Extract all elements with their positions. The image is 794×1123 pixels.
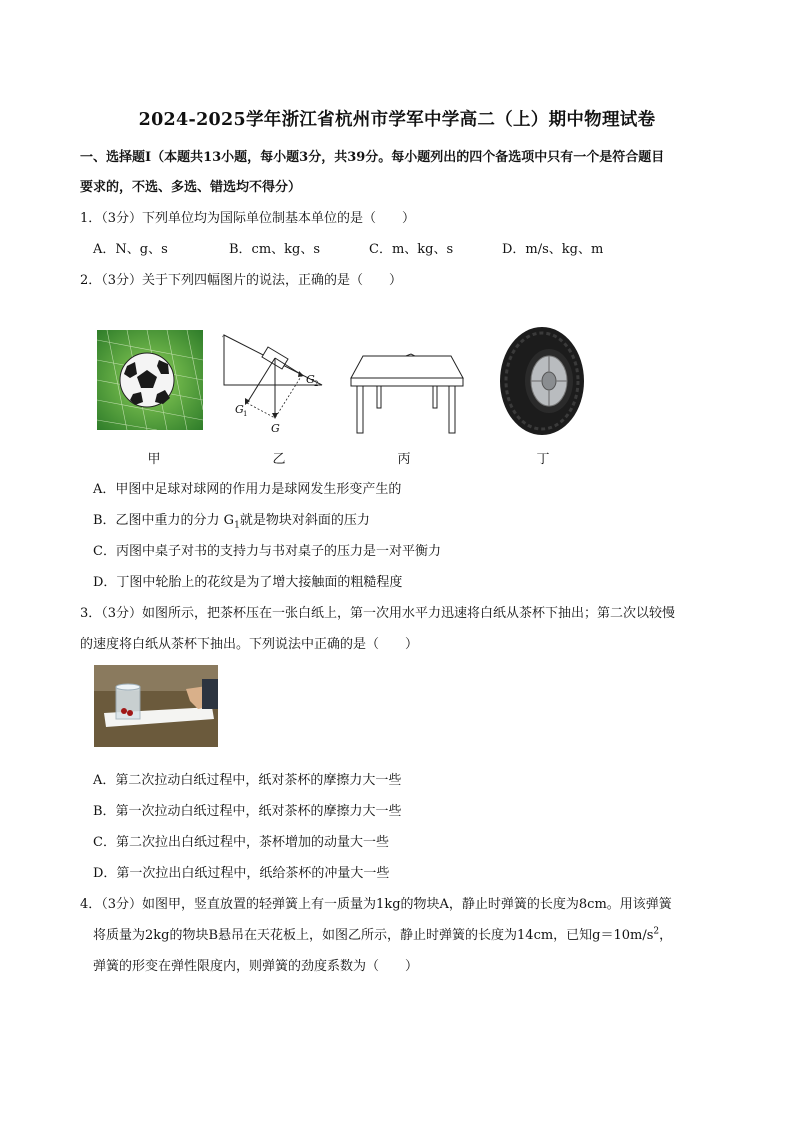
figure-tire (497, 325, 587, 437)
question-3-option-d: D．第一次拉出白纸过程中，纸给茶杯的冲量大一些 (93, 866, 390, 881)
figure-cup-paper-photo (94, 665, 218, 747)
question-3-option-c: C．第二次拉出白纸过程中，茶杯增加的动量大一些 (93, 835, 389, 850)
question-1-stem: 1．（3分）下列单位均为国际单位制基本单位的是（ ） (80, 211, 416, 226)
question-1-option-c: C．m、kg、s (369, 242, 454, 257)
label-g1: G (235, 403, 244, 416)
question-2-option-c: C．丙图中桌子对书的支持力与书对桌子的压力是一对平衡力 (93, 544, 441, 559)
caption-jia: 甲 (147, 452, 161, 467)
caption-ding: 丁 (536, 452, 550, 467)
label-g2: G (306, 373, 315, 386)
label-g1-subscript: 1 (243, 410, 248, 418)
question-4-stem-line1: 4．（3分）如图甲，竖直放置的轻弹簧上有一质量为1kg的物块A，静止时弹簧的长度为8cm。用该弹簧 (80, 897, 672, 912)
figure-incline-diagram (222, 333, 327, 435)
question-1-option-b: B．cm、kg、s (229, 242, 321, 257)
figure-soccer-ball (97, 330, 203, 430)
page-title: 2024-2025学年浙江省杭州市学军中学高二（上）期中物理试卷 (138, 110, 656, 130)
caption-bing: 丙 (397, 452, 411, 467)
caption-yi: 乙 (272, 452, 286, 467)
question-4-stem-line2: 将质量为2kg的物块B悬吊在天花板上，如图乙所示，静止时弹簧的长度为14cm，已知$g=10m/s^2$， (93, 926, 673, 943)
question-1-option-d: D．m/s、kg、m (502, 242, 604, 257)
question-1-option-a: A．N、g、s (93, 242, 168, 257)
question-3-option-b: B．第一次拉动白纸过程中，纸对茶杯的摩擦力大一些 (93, 804, 402, 819)
question-2-stem: 2．（3分）关于下列四幅图片的说法，正确的是（ ） (80, 273, 403, 288)
section-instructions-line2: 要求的，不选、多选、错选均不得分） (80, 180, 302, 195)
question-3-stem-line2: 的速度将白纸从茶杯下抽出。下列说法中正确的是（ ） (80, 637, 419, 652)
section-instructions-line1: 一、选择题Ⅰ（本题共13小题，每小题3分，共39分。每小题列出的四个备选项中只有一个是符合题目 (80, 150, 665, 165)
question-3-stem-line1: 3．（3分）如图所示，把茶杯压在一张白纸上，第一次用水平力迅速将白纸从茶杯下抽出；第二次以较慢 (80, 606, 676, 621)
label-g2-subscript: 2 (314, 380, 319, 388)
figure-table-book (347, 350, 465, 435)
question-2-option-d: D．丁图中轮胎上的花纹是为了增大接触面的粗糙程度 (93, 575, 403, 590)
question-2-option-a: A．甲图中足球对球网的作用力是球网发生形变产生的 (93, 482, 402, 497)
label-g: G (271, 422, 280, 435)
question-4-stem-line3: 弹簧的形变在弹性限度内，则弹簧的劲度系数为（ ） (93, 959, 419, 974)
question-2-option-b: B．乙图中重力的分力 $G_1$就是物块对斜面的压力 (93, 513, 370, 531)
question-3-option-a: A．第二次拉动白纸过程中，纸对茶杯的摩擦力大一些 (93, 773, 402, 788)
